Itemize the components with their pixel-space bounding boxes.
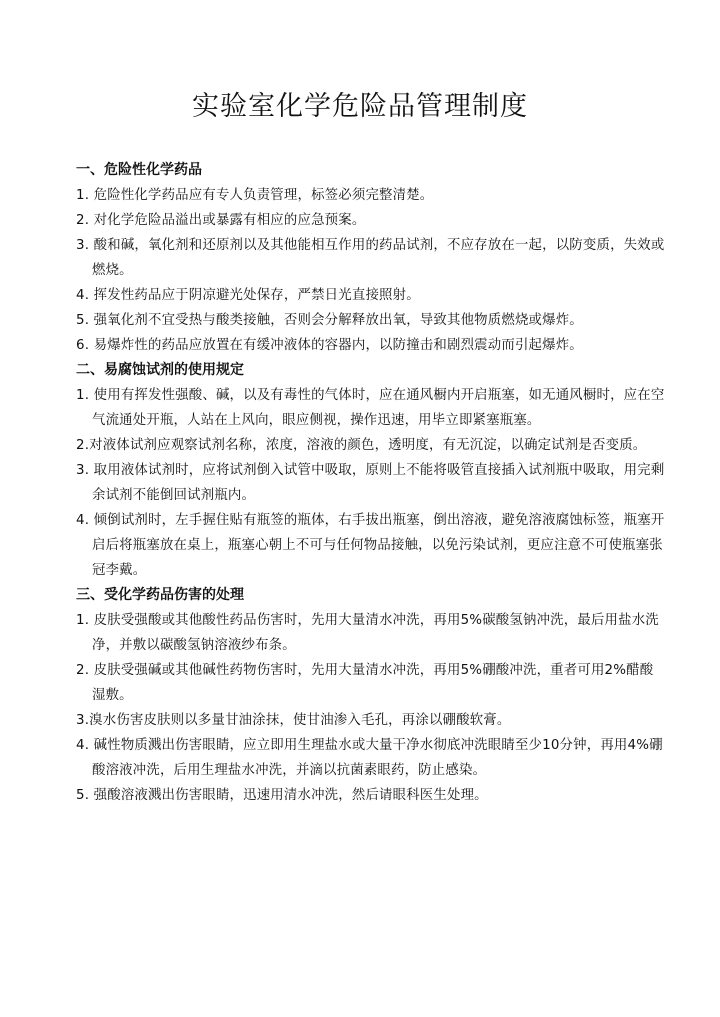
section-heading: 三、受化学药品伤害的处理 bbox=[76, 587, 244, 603]
section-heading: 一、危险性化学药品 bbox=[76, 162, 202, 178]
list-item: 1. 危险性化学药品应有专人负责管理，标签必须完整清楚。 bbox=[76, 188, 434, 203]
section-injury-treatment bbox=[76, 583, 666, 808]
list-item: 1. 使用有挥发性强酸、碱，以及有毒性的气体时，应在通风橱内开启瓶塞，如无通风橱时，应在空气流通处开瓶，人站在上风向，眼应侧视，操作迅速，用毕立即紧塞瓶塞。 bbox=[76, 388, 665, 428]
list-item: 1. 皮肤受强酸或其他酸性药品伤害时，先用大量清水冲洗，再用5%碳酸氢钠冲洗，最后用盐水洗净，并敷以碳酸氢钠溶液纱布条。 bbox=[76, 613, 659, 653]
list-item: 6. 易爆炸性的药品应放置在有缓冲液体的容器内，以防撞击和剧烈震动而引起爆炸。 bbox=[76, 338, 583, 353]
page-title: 实验室化学危险品管理制度 bbox=[192, 91, 528, 122]
list-item: 3. 取用液体试剂时，应将试剂倒入试管中吸取，原则上不能将吸管直接插入试剂瓶中吸取，用完剩余试剂不能倒回试剂瓶内。 bbox=[76, 463, 665, 503]
list-item: 2. 对化学危险品溢出或暴露有相应的应急预案。 bbox=[76, 213, 366, 228]
list-item: 4. 碱性物质溅出伤害眼睛，应立即用生理盐水或大量干净水彻底冲洗眼睛至少10分钟，再用4%硼酸溶液冲洗，后用生理盐水冲洗，并滴以抗菌素眼药，防止感染。 bbox=[76, 738, 663, 778]
list-item: 5. 强氧化剂不宜受热与酸类接触，否则会分解释放出氧，导致其他物质燃烧或爆炸。 bbox=[76, 313, 583, 328]
list-item: 2.对液体试剂应观察试剂名称，浓度，溶液的颜色，透明度，有无沉淀，以确定试剂是否变质。 bbox=[76, 438, 647, 453]
list-item: 2. 皮肤受强碱或其他碱性药物伤害时，先用大量清水冲洗，再用5%硼酸冲洗，重者可用2%醋酸湿敷。 bbox=[76, 663, 654, 703]
list-item: 3. 酸和碱，氧化剂和还原剂以及其他能相互作用的药品试剂，不应存放在一起，以防变质，失效或燃烧。 bbox=[76, 238, 665, 278]
section-corrosive-reagents bbox=[76, 358, 666, 583]
list-item: 4. 挥发性药品应于阴凉避光处保存，严禁日光直接照射。 bbox=[76, 288, 420, 303]
document-body bbox=[76, 158, 666, 808]
section-hazardous-chemicals bbox=[76, 158, 666, 358]
section-heading: 二、易腐蚀试剂的使用规定 bbox=[76, 362, 244, 378]
list-item: 4. 倾倒试剂时，左手握住贴有瓶签的瓶体，右手拔出瓶塞，倒出溶液，避免溶液腐蚀标签，瓶塞开启后将瓶塞放在桌上，瓶塞心朝上不可与任何物品接触，以免污染试剂，更应注意不可使瓶塞张冠李戴。 bbox=[76, 513, 665, 578]
list-item: 5. 强酸溶液溅出伤害眼睛，迅速用清水冲洗，然后请眼科医生处理。 bbox=[76, 788, 488, 803]
list-item: 3.溴水伤害皮肤则以多量甘油涂抹，使甘油渗入毛孔，再涂以硼酸软膏。 bbox=[76, 713, 511, 728]
